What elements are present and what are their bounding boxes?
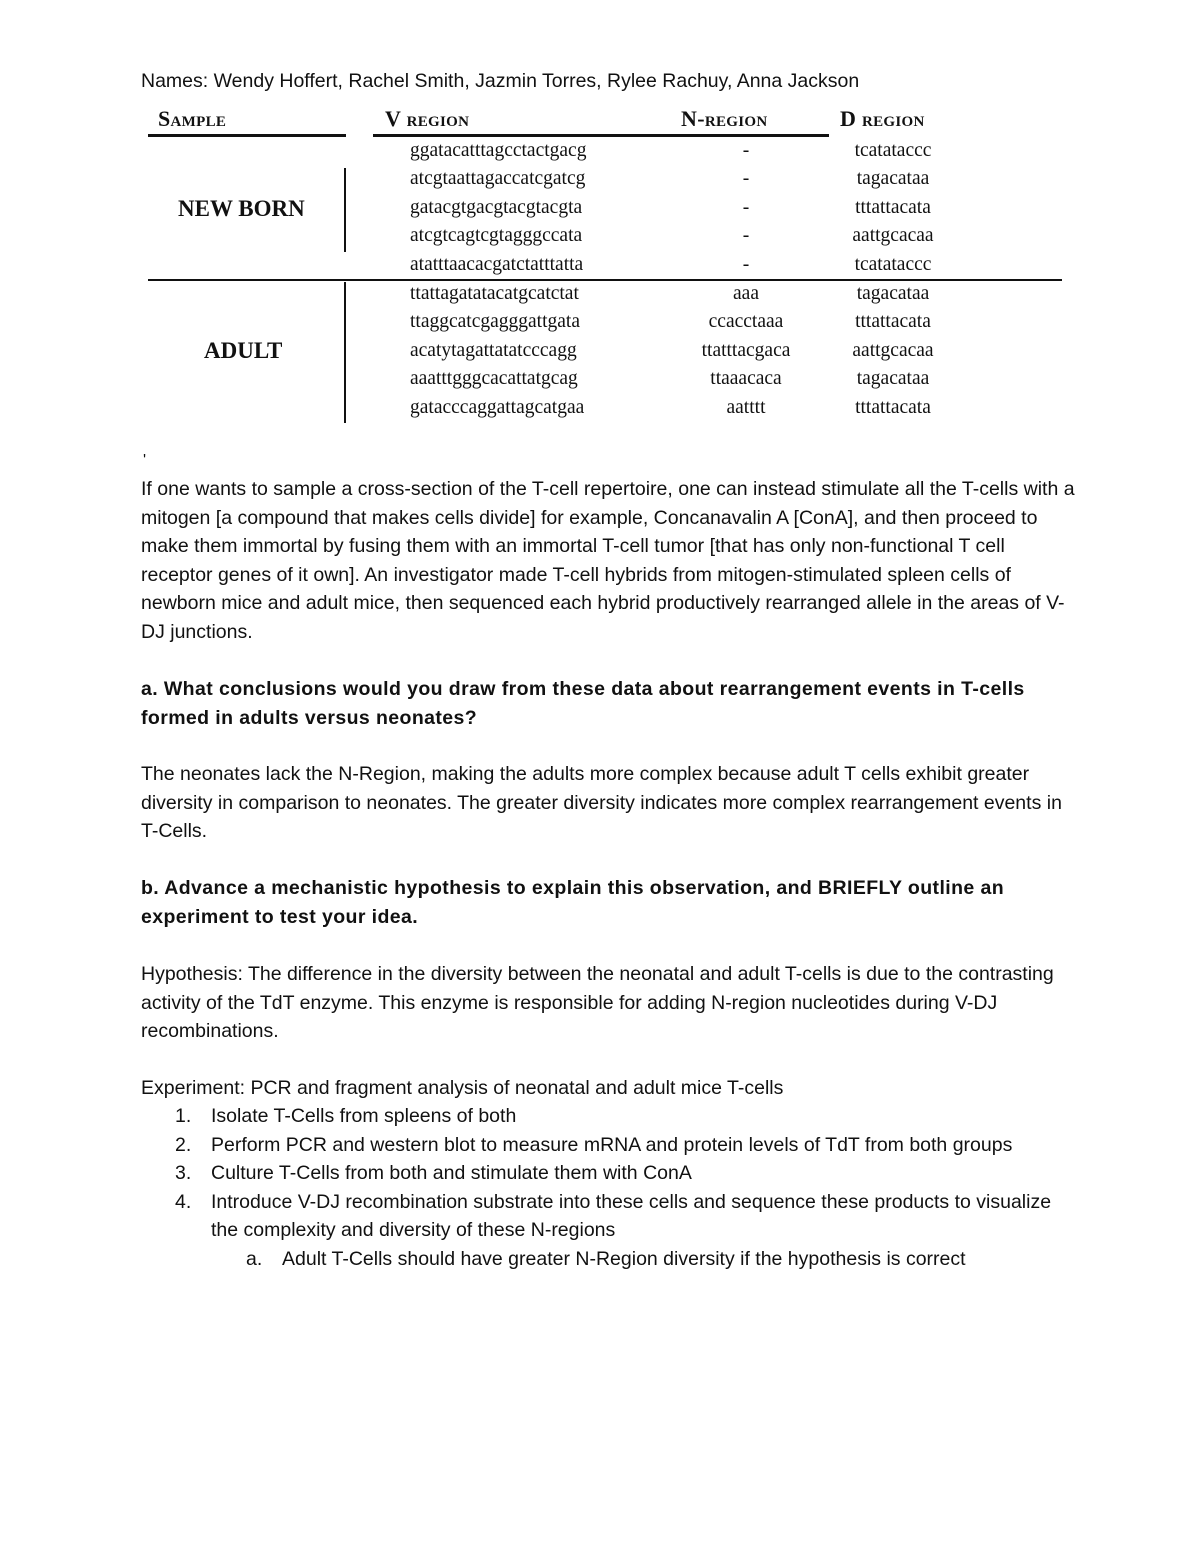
list-number: a. xyxy=(246,1247,263,1270)
list-number: 1. xyxy=(175,1105,192,1127)
table-cell-v-sequence: atcgtaattagaccatcgatcg xyxy=(410,168,586,190)
table-cell-v-sequence: aaatttgggcacattatgcag xyxy=(410,368,578,390)
list-item xyxy=(141,1159,1081,1188)
table-cell-v-sequence: acatytagattatatcccagg xyxy=(410,339,577,361)
table-cell-d-sequence: tttattacata xyxy=(855,311,931,333)
intro-paragraph: If one wants to sample a cross-section of the T-cell repertoire, one can instead stimulate all the T-cells with a mitogen [a compound that makes cells divide] for example, Concanavalin A [ConA], and then proceed to make them immortal by fusing them with an immortal T-cell tumor [that has only non-functional T cell receptor genes of it own]. An investigator made T-cell hybrids from mitogen-stimulated spleen cells of newborn mice and adult mice, then sequenced each hybrid productively rearranged allele in the areas of V-DJ junctions. xyxy=(141,478,1075,643)
header-n-region: N-region xyxy=(681,106,768,131)
table-cell-d-sequence: tcatataccc xyxy=(854,140,932,161)
table-cell-d-sequence: tcatataccc xyxy=(854,253,932,275)
table-cell-v-sequence: ggatacatttagcctactgacg xyxy=(410,140,587,161)
header-rule-sample xyxy=(148,134,346,137)
hypothesis-paragraph: Hypothesis: The difference in the diversity between the neonatal and adult T-cells is due to the contrasting activity of the TdT enzyme. This enzyme is responsible for adding N-region nucleotides during V-DJ recombinations. xyxy=(141,963,1054,1043)
group-label-adult: ADULT xyxy=(204,338,283,363)
experiment-title: Experiment: PCR and fragment analysis of neonatal and adult mice T-cells xyxy=(141,1077,784,1099)
answer-a: The neonates lack the N-Region, making the adults more complex because adult T cells exhibit greater diversity in comparison to neonates. The greater diversity indicates more complex rearrangement events in T-Cells. xyxy=(141,763,1062,843)
newborn-bar xyxy=(344,168,346,252)
list-subitem xyxy=(141,1245,1081,1274)
table-cell-n-sequence: - xyxy=(742,253,750,275)
table-cell-d-sequence: tagacataa xyxy=(856,283,930,304)
table-cell-d-sequence: tttattacata xyxy=(855,196,931,218)
list-number: 3. xyxy=(175,1162,192,1185)
table-cell-v-sequence: gatacccaggattagcatgaa xyxy=(410,396,585,418)
table-cell-v-sequence: ttattagatatacatgcatctat xyxy=(410,283,579,304)
question-a: a. What conclusions would you draw from these data about rearrangement events in T-cells formed in adults versus neonates? xyxy=(141,678,1025,729)
table-cell-n-sequence: ccacctaaa xyxy=(708,311,784,333)
question-b: b. Advance a mechanistic hypothesis to explain this observation, and BRIEFLY outline an experiment to test your idea. xyxy=(141,877,1005,928)
table-cell-n-sequence: - xyxy=(742,225,750,247)
names-line: Names: Wendy Hoffert, Rachel Smith, Jazmin Torres, Rylee Rachuy, Anna Jackson xyxy=(141,70,860,92)
table-cell-d-sequence: tttattacata xyxy=(855,396,931,418)
table-cell-n-sequence: ttaaacaca xyxy=(710,368,782,390)
header-rule-regions xyxy=(373,134,829,137)
table-cell-n-sequence: - xyxy=(742,196,750,218)
list-item xyxy=(141,1102,1081,1131)
list-number: 4. xyxy=(175,1190,192,1213)
table-cell-n-sequence: aaa xyxy=(733,283,759,304)
table-cell-d-sequence: tagacataa xyxy=(856,168,930,190)
header-v-region: V region xyxy=(385,106,470,131)
header-sample: Sample xyxy=(158,106,227,131)
table-cell-v-sequence: ttaggcatcgagggattgata xyxy=(410,311,580,333)
list-text: Isolate T-Cells from spleens of both xyxy=(211,1105,517,1127)
list-text: Culture T-Cells from both and stimulate them with ConA xyxy=(211,1162,692,1185)
table-cell-d-sequence: aattgcacaa xyxy=(852,339,934,361)
table-cell-v-sequence: atcgtcagtcgtagggccata xyxy=(410,225,583,247)
table-cell-v-sequence: gatacgtgacgtacgtacgta xyxy=(410,196,583,218)
stray-mark: ' xyxy=(143,452,147,469)
table-cell-n-sequence: ttatttacgaca xyxy=(701,339,791,361)
table-cell-d-sequence: tagacataa xyxy=(856,368,930,390)
header-d-region: D region xyxy=(840,106,925,131)
group-label-newborn: NEW BORN xyxy=(178,196,305,221)
list-text: Introduce V-DJ recombination substrate into these cells and sequence these products to visualize the complexity and diversity of these N-regions xyxy=(211,1190,1052,1242)
list-item xyxy=(141,1188,1081,1245)
table-cell-n-sequence: aatttt xyxy=(726,396,766,418)
list-text: Adult T-Cells should have greater N-Region diversity if the hypothesis is correct xyxy=(282,1247,966,1270)
list-item xyxy=(141,1131,1081,1160)
table-cell-n-sequence: - xyxy=(742,168,750,190)
list-text: Perform PCR and western blot to measure mRNA and protein levels of TdT from both groups xyxy=(211,1133,1013,1156)
table-cell-n-sequence: - xyxy=(742,140,750,161)
table-cell-v-sequence: atatttaacacgatctatttatta xyxy=(410,253,584,275)
table-cell-d-sequence: aattgcacaa xyxy=(852,225,934,247)
list-number: 2. xyxy=(175,1133,192,1156)
experiment-steps xyxy=(141,1102,1081,1274)
group-divider xyxy=(148,279,1062,281)
adult-bar xyxy=(344,282,346,423)
